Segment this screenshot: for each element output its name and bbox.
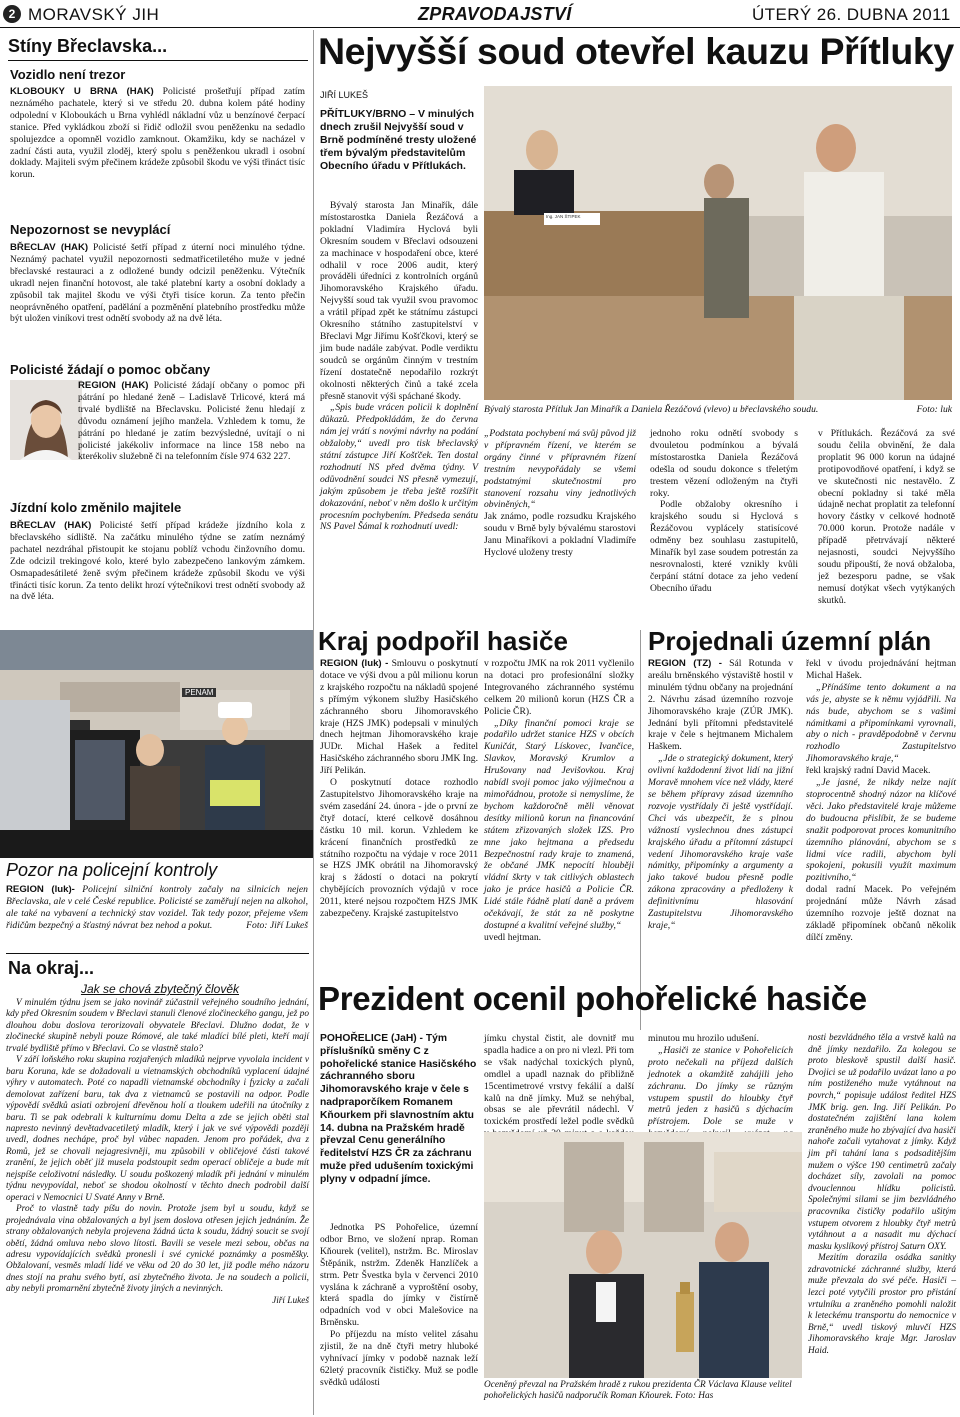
control-lead: REGION (luk)- <box>6 884 75 895</box>
main-paragraph: Jak známo, podle rozsudku Krajského soudu v Brně byly bývalému starostovi Janu Minaříkovi a pokladní Vladimíře Hyclové uloženy tresty <box>484 511 636 559</box>
planning-lead: REGION (TZ) - <box>648 658 722 669</box>
item-lead: REGION (HAK) <box>78 380 149 391</box>
control-credit: Foto: Jiří Lukeš <box>246 919 308 931</box>
main-lead: PŘÍTLUKY/BRNO – V minulých dnech zrušil Nejvyšší soud v Brně podmíněné tresty uložené třem bývalým představitelům Obecního úřadu v Přítlukách. <box>320 108 477 172</box>
main-quote: „Podstata pochybení má svůj původ již v přípravném řízení, ve kterém se orgány činné v přípravném řízení trestním nevypořádaly se všemi podstatnými skutečnostmi pro stanovení rozsahu viny jednotlivých obviněných,“ <box>484 428 636 511</box>
issue-date: ÚTERÝ 26. DUBNA 2011 <box>752 5 951 24</box>
president-headline: Prezident ocenil pohořelické hasiče <box>318 980 867 1017</box>
main-paragraph: jednoho roku odnětí svobody s dvouletou podmínkou a bývalá místostarostka Daniela Řezáčová odešla od soudu dokonce s třeletým trestem vězení odloženým na čtyři roky. <box>650 428 798 499</box>
president-paragraph: minutou mu hrozilo udušení. <box>648 1033 759 1044</box>
column-body <box>6 998 309 1307</box>
planning-col1 <box>648 658 793 932</box>
planning-col2 <box>806 658 956 944</box>
main-text-col4 <box>818 428 955 607</box>
column-title: Jak se chová zbytečný člověk <box>80 982 240 996</box>
item-lead: KLOBOUKY U BRNA (HAK) <box>10 86 154 97</box>
caption-text: Oceněný převzal na Pražském hradě z rukou prezidenta ČR Václava Klause velitel pohořelických hasičů nadporučík Roman Kňourek. <box>484 1380 792 1402</box>
item-body <box>10 520 305 603</box>
item-body <box>10 242 305 325</box>
column-author: Jiří Lukeš <box>272 1295 309 1306</box>
main-byline: JIŘÍ LUKEŠ <box>320 90 369 100</box>
president-paragraph: Po příjezdu na místo velitel zásahu zjistil, že na dně čtyři metry hluboké vyhnívací jímky v podobě naznak leží 62letý pracovník čističky. Muž se podle svědků události <box>320 1329 478 1388</box>
section-label: ZPRAVODAJSTVÍ <box>418 4 572 24</box>
column-paragraph: V minulém týdnu jsem se jako novinář zúčastnil veřejného soudního jednání, kdy před Okresním soudem v Břeclavi stanuli členové zločineckého gangu, jež po dlouhou dobu doslova terorizovali obyvatele Břeclavi. Dlužno dodat, že v zločinecké skupině nebyli pouze Rómové, ale také mladíci bílé pleti, kteří mají trvalé bydliště přímo v Břeclavi. Co se vlastně stalo? <box>6 998 309 1054</box>
caption-text: Bývalý starosta Přítluk Jan Minařík a Daniela Řezáčová (vlevo) u břeclavského soudu. <box>484 404 819 415</box>
award-scene-image <box>484 1132 802 1378</box>
president-paragraph: nosti bezvládného těla a vrstvě kalů na dně jímky nezdařilo. Za kolegou se proto bleskově spustil další hasič. Dvojici se už podařilo uvázat lano a po ním postiženého muže vytáhnout na povrch,“ popisuje událost ředitel HZS JMK brig. gen. Ing. Jiří Pelikán. Po dostatečném zajištění lana kolem zraněného muže ho zbývající dva hasiči nahoře začali vytahovat z jímky. Když jim při tahání lana s podsaditějším mužem o výšce 190 centimetrů začaly docházet síly, zavolali na pomoc dvouclennou hlídku policistů. Společnými silami se jim bezvládného pracovníka čističky podařilo ušitým vstupem otvorem z hloubky čtyř metrů vytáhnout a a nasadit mu dýchací masku kyslíkový přístroj Saturn OXY. <box>808 1033 956 1252</box>
column-rule-top <box>6 953 309 954</box>
president-paragraph: Jednotka PS Pohořelice, územní odbor Brno, ve složení nprap. Roman Kňourek (velitel), nstržm. Bc. Miroslav Štěpánik, nstržm. Zdeněk Hanzlíček a strm. Petr Švestka byla v červenci 2010 vyslána k záchraně a vyproštění osoby, která spadla do jímky v čistírně odpadních vod v obci Malešovice na Brněnsku. <box>320 1222 478 1329</box>
police-scene-image <box>0 630 313 858</box>
firemen-divider <box>640 630 641 1030</box>
president-quote: „Hasiči ze stanice v Pohořelicích proto nečekali na příjezd dalších jednotek a okamžitě zahájili jeho záchranu. Do jímky se různým vstupem spustil do hloubky čtyř metrů jeden z hasičů s dýchacím přístrojem. Dole se muže v <box>648 1044 793 1128</box>
president-col1 <box>320 1222 478 1389</box>
firemen-col2 <box>484 658 634 944</box>
control-headline: Pozor na policejní kontroly <box>6 860 218 880</box>
firemen-paragraph: v rozpočtu JMK na rok 2011 vyčlenilo na dotaci pro profesionální složky Integrovaného záchranného systému celkem 20 milionů korun (HZS ČR a Policie ČR). <box>484 658 634 717</box>
court-photo <box>484 86 952 400</box>
main-paragraph: „Spis bude vrácen policii k doplnění důkazů. Předpokládám, že do června nám jej vrátí s novými návrhy na podání obžaloby,“ uvedl pro tisk břeclavský státní zástupce Jiří Košťček. Ten dostal rozhodnutí NS před dvěma týdny. V odůvodnění soudci NS přesně vymezují, jakým způsobem je třeba ještě rozšířit dokazování, neboť v něm došlo k určitým procesním pochybením. Předseda senátu NS Pavel Šámal k rozhodnutí uvedl: <box>320 402 478 533</box>
page-number: 2 <box>3 5 21 23</box>
column-divider <box>313 30 314 1415</box>
item-lead: BŘECLAV (HAK) <box>10 242 89 253</box>
planning-headline: Projednali územní plán <box>648 626 932 656</box>
firemen-headline: Kraj podpořil hasiče <box>318 626 568 656</box>
item-headline: Policisté žádají o pomoc občany <box>10 362 211 377</box>
main-text-col3 <box>650 428 798 595</box>
main-headline: Nejvyšší soud otevřel kauzu Přítluky <box>318 30 954 72</box>
planning-paragraph: řekl v úvodu projednávání hejtman Michal Hašek. <box>806 658 956 681</box>
item-headline: Vozidlo není trezor <box>10 67 126 82</box>
firemen-paragraph: Smlouvu o poskytnutí dotace ve výši dvou a půl milionu korun z krajského rozpočtu na nákladů spojené s přímým výkonem služby Hasičského záchranného sboru Jihomoravského kraje (HZS JMK) podepsali v minulých dnech hejtman Jihomoravského kraje JUDr. Michal Hašek a ředitel Hasičského záchranného sboru JMK Ing. Jiří Pelikán. <box>320 658 478 777</box>
firemen-lead: REGION (luk) - <box>320 658 389 669</box>
item-text: Policisté šetří případ krádeže jízdního kola z břeclavského sídliště. Na začátku minulého týdne se zatím neznámý pachatel nezdráhal přistoupit ke stojanu poblíž vchodu činžovního domu. Zde odcizil trekingové kolo, které bylo zabezpečeno lankovým zámkem. Osmapadesátileté ženě svým přečinem krádeže způsobil škodu ve výši třinácti tisíc korun. Za tento delikt hrozí výtečníkovi trest odnětí svobody až na dvě léta. <box>10 520 306 603</box>
item-headline: Jízdní kolo změnilo majitele <box>10 500 182 515</box>
firemen-col1 <box>320 658 478 920</box>
column-kicker: Na okraj... <box>8 958 95 978</box>
planning-paragraph: řekl krajský radní David Macek. <box>806 765 931 777</box>
planning-paragraph: dodal radní Macek. Po veřejném projednání může Návrh zásad územního rozvoje ještě doznat na základě připomínek občanů několik dílčí změny. <box>806 884 956 943</box>
series-rule <box>8 60 308 61</box>
region-label: MORAVSKÝ JIH <box>28 5 160 24</box>
main-paragraph: Bývalý starosta Jan Minařík, dále místostarostka Daniela Řezáčová a pokladní Vladimíra Hyclová byli Okresním soudem v Břeclavi odsouzeni za machinace v hospodaření obce, které odhalil v roce 2006 audit, který prováděli úředníci z kontrolních orgánů Jihomoravského Krajského úřadu. Nejvyšší soud tak využil svou pravomoc a vrátil případ zpět ke státnímu zástupci Okresního státního zastupitelství v Břeclavi Mgr Jiřímu Košťčkovi, který se jim bude nadále zabývat. Podle verdiktu soudců se orgánům činným v trestním řízení dostatečně nepodařilo rozkrýt okolnosti některých činů a také zcela přesně stanovit výši spáchané škody. <box>320 200 478 402</box>
main-text-col2 <box>484 428 636 559</box>
column-paragraph: V září loňského roku skupina rozjařených mladíků nejprve vyvolala incident v baru Koruna, kde se dožadovali u vietnamských obchodníků vyplacení údajné výhry v automatech. Poté co napadli vietnamské obchodníky i fyzicky a začali demolovat zařízení baru, tak dva z vietnamců se postavili na odpor. Podle výpovědí svědků asiati ozbrojení dřevěnou holí a tloukem udeřili na útočníky z baru. Ti se pak odebrali k kulturnímu domu Delta a zde se jejich oběti stal napresto nevinný devětadvacetiletý mladík, který i jak ve své výpovědi později uvedl, dodnes nechápe, proč byl vůbec napaden. Jenom pro pořádek, dva z Romů, jež se chovali nejagresivněji, mu způsobili v obličejové části takové zranění, že jejich oběť již musela podstoupit sedm operací obličeje a bude mít nejspíše celoživotní následky. U soudu poškozený mladík při jednání v minulém týdnu nevypovídal, neboť se shodou okolností v těchto dnech podrobil další operaci v Nemocnici U Svaté Anny v Brně. <box>6 1055 309 1203</box>
item-text: Policisté žádají občany o pomoc při pátrání po hledané ženě – Ladislavě Trlicové, která má trvalé bydliště na Břeclavsku. Policisté ženu hledají z důvodu oznámení jejího manžela. Vzhledem k tomu, že pátrání po hledané je zatím bezvýsledné, uvítají o ni policisté jakékoliv informace na lince 158 nebo na kterékoliv služebně či na telefonním čísle 974 632 227. <box>78 380 305 463</box>
main-paragraph: Podle obžaloby okresního i krajského soudu si Hyclová s Řezáčovou vyplácely statisícové odměny bez souhlasu zastupitelů, Minařík byl zase soudem potrestán za nesrovnalosti, které vznikly kvůli čerpání státní dotace za jeho vedení Obecního úřadu <box>650 499 798 594</box>
firemen-paragraph: uvedl hejtman. <box>484 931 542 943</box>
president-paragraph: Mezitím dorazila osádka sanitky zdravotnické záchranné služby, která muže převzala do své péče. Hasiči – lezci poté vytyčili prostor pro přistání vrtulníku a zraněného pomohli naložit k leteckému transportu do nemocnice v Brně,“ uvedl tiskový mluvčí HZS Jihomoravského kraje Mgr. Jaroslav Haid. <box>808 1253 956 1357</box>
item-headline: Nepozornost se nevyplácí <box>10 222 171 237</box>
planning-quote: „Přínášíme tento dokument a na vás je, abyste se k němu vyjádřili. Na nás bude, abychom se s vašimi námitkami a připomínkami vyrovnali, aby o nich - pravděpodobně v červnu rozhodlo Zastupitelstvo Jihomoravského kraje,“ <box>806 681 956 765</box>
item-body <box>10 86 305 181</box>
main-text-col1 <box>320 200 478 533</box>
main-paragraph: v Přítlukách. Řezáčová za své soudu čelila obvinění, že dala proplatit 96 000 korun na údajné protipovodňové opatření, i když se ve skutečnosti nic nestavělo. Z obecní pokladny si také měla údajně nechat proplatit za telefonní hovory částky v celkové hodnotě 70.000 korun. Protože nadále v případě přetrvávají některé nejasnosti, soudci Nejvyššího soudu připouští, že nová obžaloba, jež bezesporu padne, se však nemusí dotýkat všech vytýkaných skutků. <box>818 428 955 606</box>
court-scene-image <box>484 86 952 400</box>
control-text: Policejní silniční kontroly začaly na silnicích nejen Břeclavska, ale v celé České republice. Policisté se zaměřují nejen na alkohol, ale také na vybavení a technický stav vozidel. Tak tedy pozor, přejeme všem řidičům bezpečný a šťastný návrat bez nehod a pokut. <box>6 884 308 931</box>
planning-quote: „Je jasné, že nikdy nelze najít stoprocentně shodný názor na klíčové věci. Jako představitelé kraje můžeme do budoucna přislíbit, že se budeme snažit podporovat proces komunitního územního plánování, abychom se s lidmi více radili, abychom byli spokojeni, pokusili využít maximum pozitivního,“ <box>806 777 956 884</box>
nameplate: Ing. JAN ŠTIPEK <box>546 214 581 219</box>
header-rule <box>0 27 960 28</box>
item-lead: BŘECLAV (HAK) <box>10 520 92 531</box>
item-text: Policisté šetří případ z úterní noci minulého týdne. Neznámý pachatel využil nepozornosti sedmatřicetiletého muže v jedné břeclavské restauraci a z odložené bundy odcizil peněženku. Výtečník ukradl nejen finanční hotovost, ale také platební karty a osobní doklady a způsobil tak majitel škodu ve výši čtyři tisíce korun. Za tento přečin neoprávněného opatření, padělání a pozměnění platebního prostředku může být uložen viníkovi trest odnětí svobody až na dvě léta. <box>10 242 305 325</box>
planning-paragraph: Sál Rotunda v areálu brněnského výstaviště hostil v minulém týdnu občany na projednání 2. Návrhu zásad územního rozvoje Jihomoravského kraje (ZÚR JMK). Jednání byli přítomni představitelé kraje v čele s hejtmanem Michalem Haškem. <box>648 658 793 753</box>
firemen-quote: „Díky finanční pomoci kraje se podařilo udržet stanice HZS v obcích Kuničát, Starý Lískovec, Ivančice, Slavkov, Moravský Krumlov a Hrušovany nad Jevišovkou. Kraj nabídl svoji pomoc jako výjimečnou a mimořádnou, protože si nemyslíme, že bychom každoročně měli věnovat desítky milionů korun na financování státem zřizovaných složek IZS. Pro mne jako hejtmana a předsedu Bezpečnostní rady kraje to znamená, že občané JMK nepocítí hlouběji vládní škrty v tak citlivých oblastech jako je práce hasičů a Policie ČR. Lidé stále řádně platí daně a právem očekávají, že stát za ně poskytne dostupné a kvalitní veřejné služby,“ <box>484 717 634 931</box>
caption-credit: Foto: Has <box>675 1391 714 1402</box>
photo-sign: PENAM <box>182 688 216 697</box>
caption-credit: Foto: luk <box>916 404 952 415</box>
president-col4 <box>808 1033 956 1358</box>
series-title: Stíny Břeclavska... <box>8 36 168 56</box>
page-header <box>0 0 960 28</box>
court-caption <box>484 404 952 415</box>
column-paragraph: Proč to vlastně tady píšu do novin. Protože jsem byl u soudu, když se projednávala vina obžalovaných a byl jsem doslova otřesen jejich jednáním. Že strany obžalovaných nebyla projevena žádná úcta k soudu, žádný soucit se svojí obětí, žádná omluva nebo slovo lítosti. Bavili se vesele mezi sebou, občas na adresu vypovídajících svědků pronesli i své cynické poznámky a posměšky. Obžalovaní, vesměs mladí lidé ve věku od 20 do 30 let, již podle mého názoru dnes stojí na prahu svého bytí, asi zbytečného života. Je na soudech a policii, aby nebyli promarnění zbytečně životy jiných a nevinných. <box>6 1204 309 1295</box>
control-body <box>6 884 308 932</box>
planning-quote: „Jde o strategický dokument, který ovlivní každodenní život lidí na jižní Moravě mnohem více než vlády, které se během přípravy zásad územního rozvoje vystřídaly či ještě vystřídají. Chci vás ubezpečit, že s plnou vážností vyslechnou dnes zástupci krajského úřadu a přítomní zástupci vedení Jihomoravského kraje vaše námitky, připomínky a argumenty a jako takové budou přesně podle zákona zpracovány a předloženy k definitivnímu hlasování Zastupitelstvu Jihomoravského kraje,“ <box>648 753 793 931</box>
award-caption <box>484 1380 802 1403</box>
police-control-photo <box>0 630 313 858</box>
firemen-paragraph: O poskytnutí dotace rozhodlo Zastupitelstvo Jihomoravského kraje na svém zasedání 24. února - jde o první ze čtyř dotací, které celkově dosáhnou částku 10 mil. korun. Vzhledem ke krácení finančních prostředků ze státního rozpočtu na výdaje v roce 2011 se HZS JMK obrátil na Jihomoravský kraj s žádostí o dotaci na pokrytí chybějících provozních výdajů v roce 2011, které nejsou rozpočtem HZS JMK zabezpečeny. Krajské zastupitelstvo <box>320 777 478 920</box>
award-photo <box>484 1132 802 1378</box>
item-text: Policisté prošetřují případ zatím neznámého pachatele, který si ve středu 20. dubna kolem páté hodiny odpolední v Kloboukách u Brna vyhlédl nákladní vůz u benzínové čerpací stanice. Před vykládkou zboží si řidič odložil svou peněženku na sedadlo spolujezdce a opomněl vozidlo zamknout. Okamžiku, kdy se nacházel v zadní části auta, využil zloděj, který spolu s peněženkou ukradl i osobní doklady. Majiteli svým přečinem krádeže způsobil škodu ve výši třináct tisíc korun. <box>10 86 306 181</box>
president-lead: POHOŘELICE (JaH) - Tým příslušníků směny C z pohořelické stanice Hasičského záchranného sboru Jihomoravského kraje v čele s nadpraporčíkem Romanem Kňourkem při slavnostním aktu 14. dubna na Pražském hradě převzal Cenu generálního ředitelství HZS ČR za záchranu muže před udušením toxickými plyny v odpadní jímce. <box>320 1033 477 1185</box>
president-paragraph: jímku chystal čistit, ale dovnitř mu spadla hadice a on pro ni vlezl. Při tom se však nadýchal toxických plynů, omdlel a upadl naznak do přibližně 15centimetrové vrstvy fekálií a další kalů na dně jímky. Muž se nehýbal, obsas se ale převrátil nádechl. V toxickém prostředí ležel podle svědků <box>484 1033 634 1128</box>
item-body <box>10 380 305 464</box>
